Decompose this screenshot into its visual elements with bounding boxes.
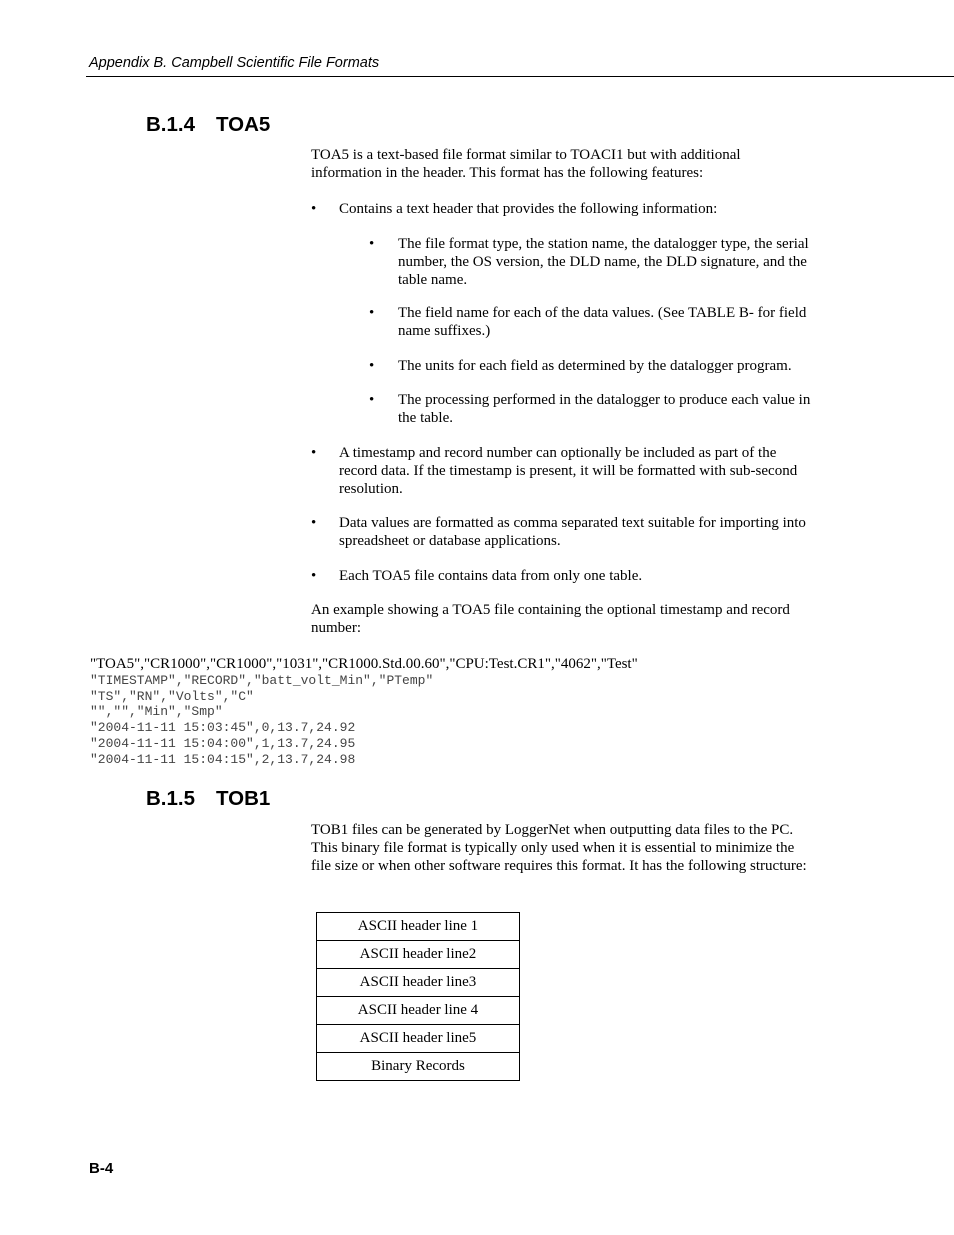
sub-list-item-text: The units for each field as determined by the datalogger program. [398,358,792,374]
bullet-icon: • [311,568,317,584]
bullet-icon: • [311,201,317,217]
table-row [317,997,520,1025]
code-line: "2004-11-11 15:04:15",2,13.7,24.98 [90,751,356,767]
table-row [317,1053,520,1081]
bullet-icon: • [369,236,375,252]
bullet-icon: • [369,305,375,321]
list-item-text: Contains a text header that provides the following information: [339,201,718,217]
bullet-icon: • [311,445,317,461]
code-line: "2004-11-11 15:04:00",1,13.7,24.95 [90,735,356,751]
list-item-text: Data values are formatted as comma separated text suitable for importing into spreadsheet or database applications. [339,515,806,549]
code-example [90,673,433,767]
sub-list-item-text: The field name for each of the data values. (See TABLE B- for field name suffixes.) [398,305,807,339]
section-number: B.1.5 [146,787,195,810]
table-cell: ASCII header line 4 [317,997,520,1025]
table-cell: ASCII header line3 [317,969,520,997]
list-item-text: A timestamp and record number can optionally be included as part of the record data. If the timestamp is present, it will be formatted with sub-second resolution. [339,445,798,497]
example-intro: An example showing a TOA5 file containing the optional timestamp and record number: [311,602,790,636]
section-name: TOB1 [216,787,271,810]
section-title-tob1 [146,787,270,811]
sub-list-item-text: The file format type, the station name, the datalogger type, the serial number, the OS version, the DLD name, the DLD signature, and the table name. [398,236,809,288]
table-row [317,969,520,997]
section-name: TOA5 [216,113,271,136]
table-row [317,913,520,941]
bullet-icon: • [311,515,317,531]
table-row [317,941,520,969]
header-rule [86,76,954,77]
code-line: "TIMESTAMP","RECORD","batt_volt_Min","PTemp" [90,673,434,688]
table-cell: ASCII header line5 [317,1025,520,1053]
code-line: "2004-11-11 15:03:45",0,13.7,24.92 [90,720,356,736]
table-cell: Binary Records [317,1053,520,1081]
table-cell: ASCII header line 1 [317,913,520,941]
table-cell: ASCII header line2 [317,941,520,969]
tob1-structure-table [316,912,520,1081]
tob1-intro: TOB1 files can be generated by LoggerNet when outputting data files to the PC. This binary file format is typically only used when it is essential to minimize the file size or when other software requires this format. It has the following structure: [311,822,807,874]
section-title-toa5 [146,113,270,137]
page-number: B-4 [89,1160,114,1177]
bullet-icon: • [369,392,375,408]
sub-list-item-text: The processing performed in the datalogger to produce each value in the table. [398,392,811,426]
code-line: "TS","RN","Volts","C" [90,688,254,704]
section-number: B.1.4 [146,113,195,136]
code-line: "","","Min","Smp" [90,704,223,720]
code-line-file-header: "TOA5","CR1000","CR1000","1031","CR1000.Std.00.60","CPU:Test.CR1","4062","Test" [90,656,638,672]
list-item-text: Each TOA5 file contains data from only one table. [339,568,643,584]
toa5-intro: TOA5 is a text-based file format similar to TOACI1 but with additional information in the header. This format has the following features: [311,147,741,181]
table-row [317,1025,520,1053]
bullet-icon: • [369,358,375,374]
running-header: Appendix B. Campbell Scientific File Formats [89,55,380,71]
